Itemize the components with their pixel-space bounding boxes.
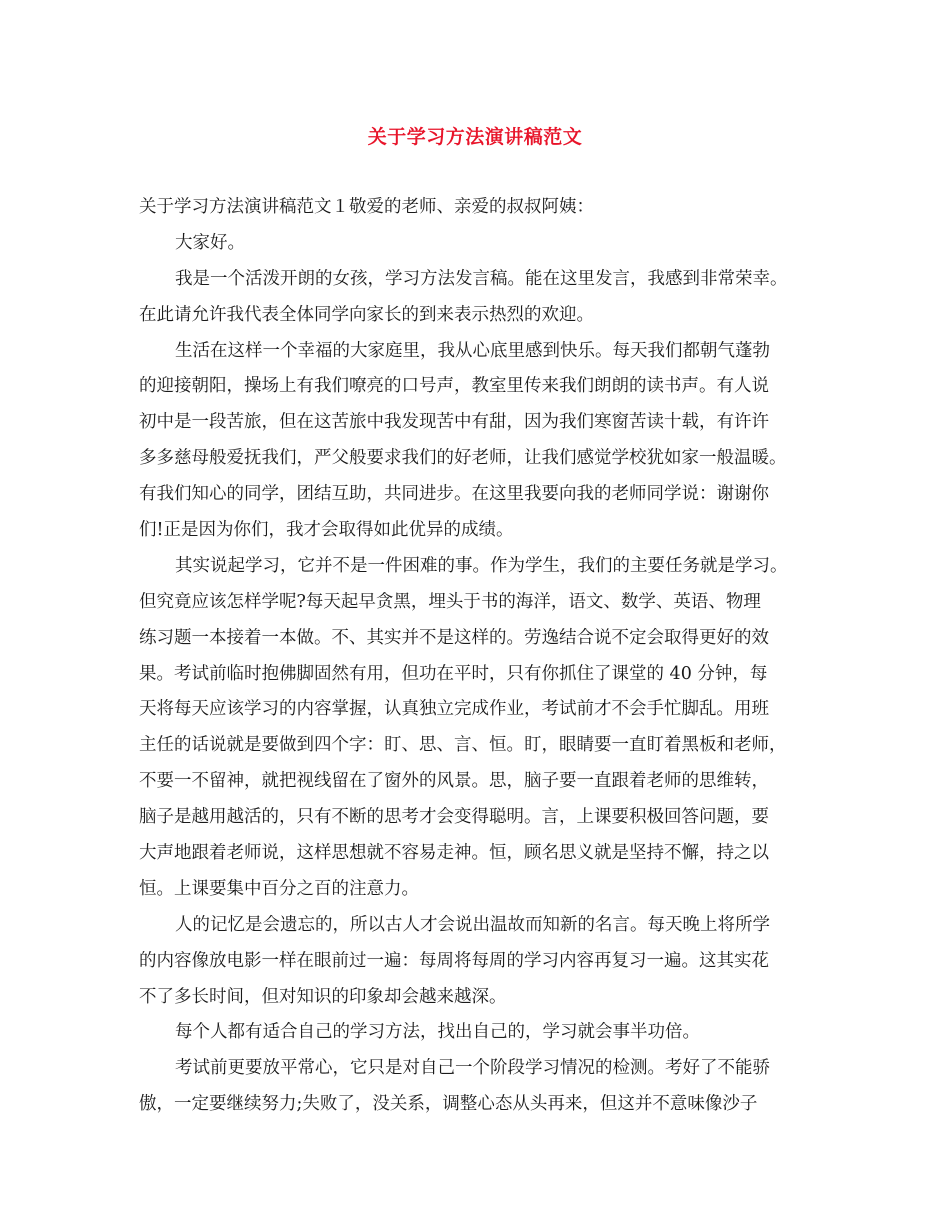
- text-line: 我是一个活泼开朗的女孩，学习方法发言稿。能在这里发言，我感到非常荣幸。: [175, 268, 788, 289]
- text-line: 考试前更要放平常心，它只是对自己一个阶段学习情况的检测。考好了不能骄: [175, 1058, 770, 1079]
- text-line: 大声地跟着老师说，这样思想就不容易走神。恒，顾名思义就是坚持不懈，持之以: [139, 843, 769, 864]
- text-line: 的内容像放电影一样在眼前过一遍：每周将每周的学习内容再复习一遍。这其实花: [139, 950, 769, 971]
- document-title: 关于学习方法演讲稿范文: [367, 126, 583, 148]
- text-line: 关于学习方法演讲稿范文１敬爱的老师、亲爱的叔叔阿姨：: [139, 197, 594, 217]
- text-line: 练习题一本接着一本做。不、其实并不是这样的。劳逸结合说不定会取得更好的效: [139, 627, 769, 648]
- text-line: 其实说起学习，它并不是一件困难的事。作为学生，我们的主要任务就是学习。: [175, 555, 788, 576]
- text-line: 在此请允许我代表全体同学向家长的到来表示热烈的欢迎。: [139, 304, 594, 325]
- text-line: 的迎接朝阳，操场上有我们嘹亮的口号声，教室里传来我们朗朗的读书声。有人说: [139, 376, 769, 397]
- text-line: 每个人都有适合自己的学习方法，找出自己的，学习就会事半功倍。: [175, 1022, 700, 1043]
- text-line: 脑子是越用越活的，只有不断的思考才会变得聪明。言，上课要积极回答问题，要: [139, 807, 769, 828]
- text-line: 有我们知心的同学，团结互助，共同进步。在这里我要向我的老师同学说：谢谢你: [139, 484, 769, 505]
- text-line: 不要一不留神，就把视线留在了窗外的风景。思，脑子要一直跟着老师的思维转，: [139, 771, 769, 792]
- text-line: 主任的话说就是要做到四个字：盯、思、言、恒。盯，眼睛要一直盯着黑板和老师，: [139, 735, 787, 756]
- text-line: 但究竟应该怎样学呢?每天起早贪黑，埋头于书的海洋，语文、数学、英语、物理: [139, 591, 761, 612]
- text-line: 天将每天应该学习的内容掌握，认真独立完成作业，考试前才不会手忙脚乱。用班: [139, 699, 769, 720]
- text-line: 们!正是因为你们，我才会取得如此优异的成绩。: [139, 520, 514, 541]
- text-line: 多多慈母般爱抚我们，严父般要求我们的好老师，让我们感觉学校犹如家一般温暖。: [139, 448, 787, 469]
- text-line: 傲，一定要继续努力;失败了，没关系，调整心态从头再来，但这并不意味像沙子: [139, 1094, 758, 1115]
- text-line: 果。考试前临时抱佛脚固然有用，但功在平时，只有你抓住了课堂的 40 分钟，每: [139, 663, 768, 684]
- text-line: 不了多长时间，但对知识的印象却会越来越深。: [139, 986, 507, 1007]
- text-line: 恒。上课要集中百分之百的注意力。: [139, 878, 419, 899]
- text-line: 初中是一段苦旅，但在这苦旅中我发现苦中有甜，因为我们寒窗苦读十载，有许许: [139, 412, 769, 433]
- document-body: [139, 190, 815, 1123]
- text-line: 大家好。: [175, 232, 245, 253]
- text-line: 生活在这样一个幸福的大家庭里，我从心底里感到快乐。每天我们都朝气蓬勃: [175, 340, 770, 361]
- text-line: 人的记忆是会遗忘的，所以古人才会说出温故而知新的名言。每天晚上将所学: [175, 914, 770, 935]
